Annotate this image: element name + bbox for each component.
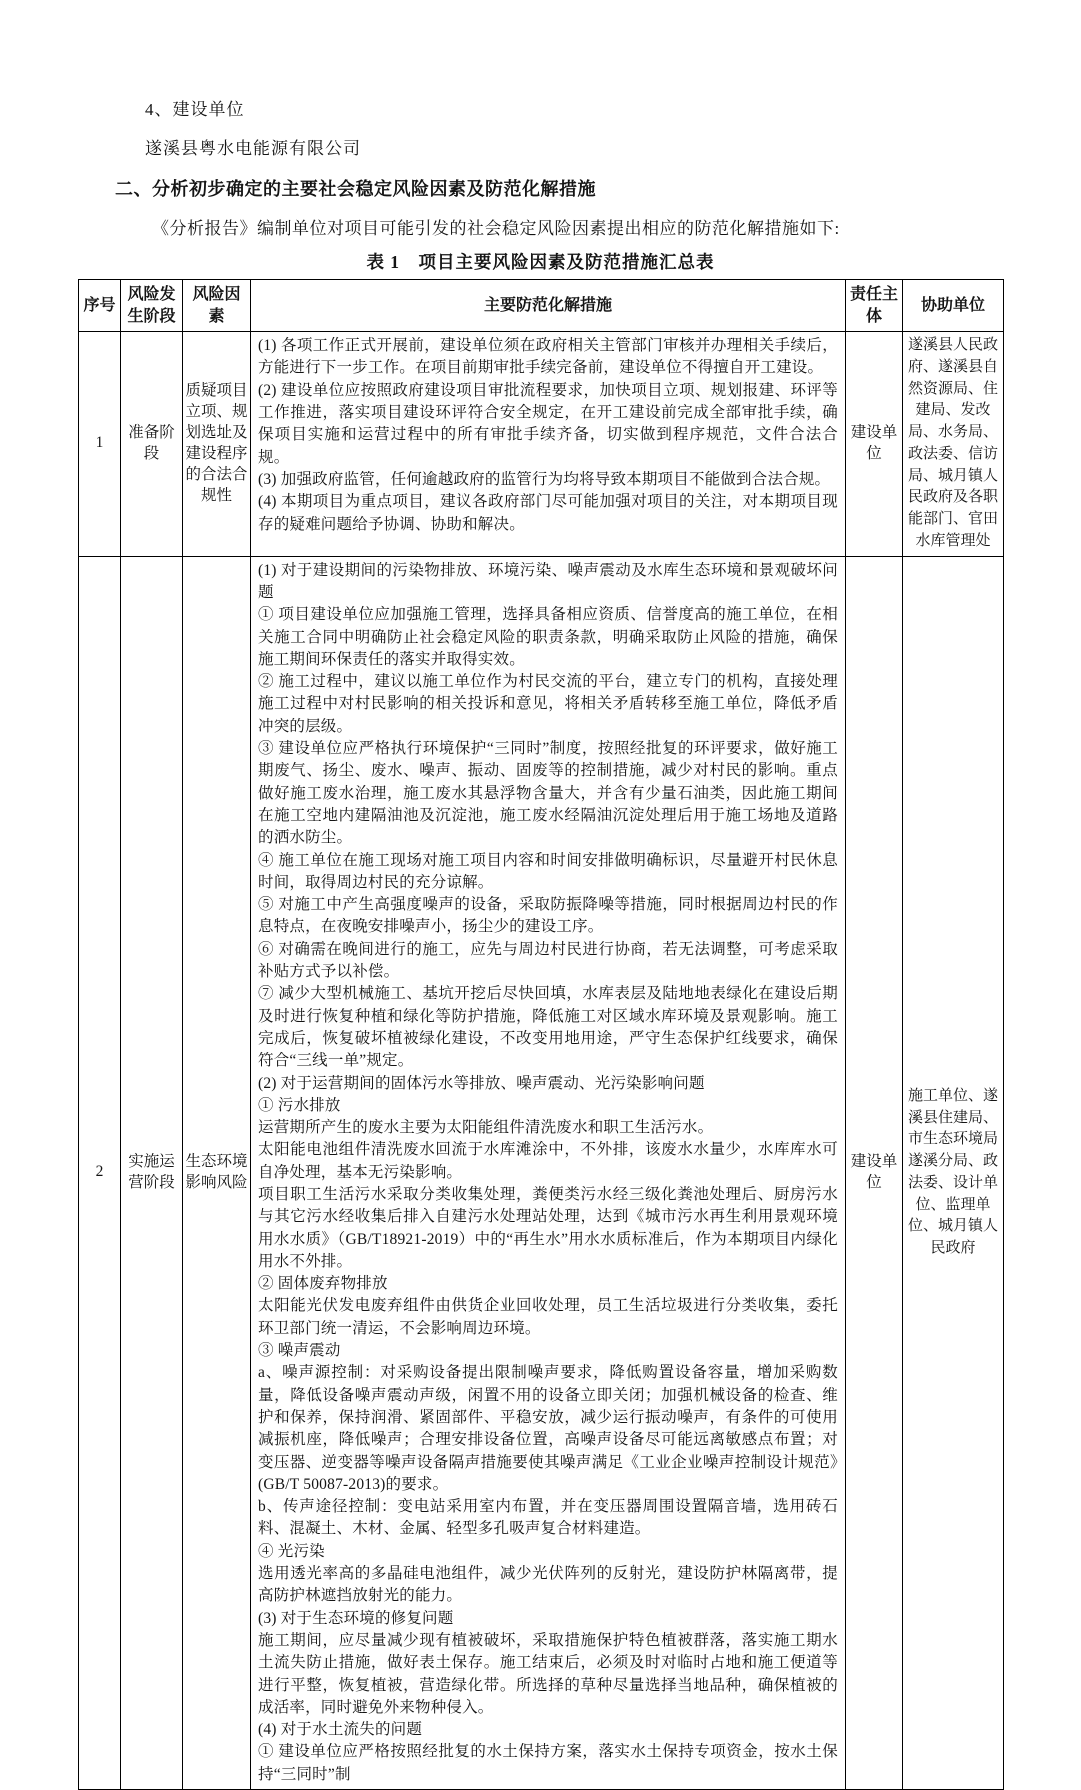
measure-paragraph: a、噪声源控制：对采购设备提出限制噪声要求，降低购置设备容量，增加采购数量，降低设备噪声震动声级，闲置不用的设备立即关闭；加强机械设备的检查、维护和保养，保持润滑、紧固部件、平稳安放，减少运行振动噪声，有条件的可使用减振机座，降低噪声；合理安排设备位置，高噪声设备尽可能远离敏感点布置；对变压器、逆变器等噪声设备隔声措施要使其噪声满足《工业企业噪声控制设计规范》(GB/T 50087-2013)的要求。 [258, 1364, 838, 1493]
measure-paragraph: ③ 噪声震动 [258, 1342, 341, 1360]
row-number-cell: 2 [79, 556, 121, 1789]
measure-paragraph: 太阳能光伏发电废弃组件由供货企业回收处理，员工生活垃圾进行分类收集，委托环卫部门统一清运，不会影响周边环境。 [258, 1297, 838, 1337]
header-assisting-units: 协助单位 [903, 280, 1004, 332]
measure-paragraph: ④ 光污染 [258, 1542, 325, 1560]
row-number-cell: 1 [79, 332, 121, 557]
measure-paragraph: ⑦ 减少大型机械施工、基坑开挖后尽快回填，水库表层及陆地地表绿化在建设后期及时进行恢复种植和绿化等防护措施，降低施工对区域水库环境及景观影响。施工完成后，恢复破坏植被绿化建设，不改变用地用途，严守生态保护红线要求，确保符合“三线一单”规定。 [258, 985, 838, 1070]
measure-paragraph: 运营期所产生的废水主要为太阳能组件清洗废水和职工生活污水。 [258, 1119, 714, 1137]
measure-paragraph: (2) 建设单位应按照政府建设项目审批流程要求，加快项目立项、规划报建、环评等工作推进，落实项目建设环评符合安全规定，在开工建设前完成全部审批手续，确保项目实施和运营过程中的所有审批手续齐备，切实做到程序规范，文件合法合规。 [258, 381, 838, 466]
measure-paragraph: (1) 各项工作正式开展前，建设单位须在政府相关主管部门审核并办理相关手续后，方能进行下一步工作。在项目前期审批手续完备前，建设单位不得擅自开工建设。 [258, 337, 838, 377]
measure-paragraph: b、传声途径控制：变电站采用室内布置，并在变压器周围设置隔音墙，选用砖石料、混凝土、木材、金属、轻型多孔吸声复合材料建造。 [258, 1498, 838, 1538]
measures-cell [251, 556, 846, 1789]
section-2-heading: 二、分析初步确定的主要社会稳定风险因素及防范化解措施 [115, 179, 596, 199]
table-row [79, 332, 1004, 557]
measure-paragraph: ④ 施工单位在施工现场对施工项目内容和时间安排做明确标识，尽量避开村民休息时间，取得周边村民的充分谅解。 [258, 851, 838, 891]
responsible-cell: 建设单位 [846, 556, 903, 1789]
risk-measures-table [78, 279, 1004, 1790]
header-main-measures: 主要防范化解措施 [251, 280, 846, 332]
measure-paragraph: ① 项目建设单位应加强施工管理，选择具备相应资质、信誉度高的施工单位，在相关施工合同中明确防止社会稳定风险的职责条款，明确采取防止风险的措施，确保施工期间环保责任的落实并取得实效。 [258, 606, 838, 668]
intro-paragraph: 《分析报告》编制单位对项目可能引发的社会稳定风险因素提出相应的防范化解措施如下: [152, 219, 840, 238]
table-header-row [79, 280, 1004, 332]
measures-cell [251, 332, 846, 557]
risk-stage-cell: 准备阶段 [121, 332, 183, 557]
company-name: 遂溪县粤水电能源有限公司 [145, 139, 361, 158]
risk-factor-cell: 生态环境影响风险 [183, 556, 251, 1789]
measure-paragraph: ⑥ 对确需在晚间进行的施工，应先与周边村民进行协商，若无法调整，可考虑采取补贴方式予以补偿。 [258, 940, 838, 981]
measure-paragraph: 项目职工生活污水采取分类收集处理，粪便类污水经三级化粪池处理后、厨房污水与其它污水经收集后排入自建污水处理站处理，达到《城市污水再生利用景观环境用水水质》（GB/T18921-2019）中的“再生水”用水水质标准后，作为本期项目内绿化用水不外排。 [258, 1186, 838, 1270]
assisting-units-cell: 施工单位、遂溪县住建局、市生态环境局遂溪分局、政法委、设计单位、监理单位、城月镇人民政府 [903, 556, 1004, 1789]
responsible-cell: 建设单位 [846, 332, 903, 557]
measure-paragraph: ② 施工过程中，建议以施工单位作为村民交流的平台，建立专门的机构，直接处理施工过程中对村民影响的相关投诉和意见，将相关矛盾转移至施工单位，降低矛盾冲突的层级。 [258, 673, 838, 735]
measure-paragraph: ② 固体废弃物排放 [258, 1275, 388, 1293]
measure-paragraph: ① 污水排放 [258, 1096, 341, 1114]
measure-paragraph: (4) 对于水土流失的问题 [258, 1721, 423, 1739]
measure-paragraph: 太阳能电池组件清洗废水回流于水库滩涂中，不外排，该废水水量少，水库库水可自净处理，基本无污染影响。 [258, 1141, 838, 1181]
measure-paragraph: (4) 本期项目为重点项目，建议各政府部门尽可能加强对项目的关注，对本期项目现存的疑难问题给予协调、协助和解决。 [258, 493, 838, 533]
section-4-heading: 4、建设单位 [145, 100, 245, 119]
measure-paragraph: 施工期间，应尽量减少现有植被破坏，采取措施保护特色植被群落，落实施工期水土流失防止措施，做好表土保存。施工结束后，必须及时对临时占地和施工便道等进行平整，恢复植被，营造绿化带。所选择的草种尽量选择当地品种，确保植被的成活率，同时避免外来物种侵入。 [258, 1631, 838, 1716]
measure-paragraph: ③ 建设单位应严格执行环境保护“三同时”制度，按照经批复的环评要求，做好施工期废气、扬尘、废水、噪声、振动、固废等的控制措施，减少对村民的影响。重点做好施工废水治理，施工废水其悬浮物含量大，并含有少量石油类，因此施工期间在施工空地内建隔油池及沉淀池，施工废水经隔油沉淀处理后用于施工场地及道路的洒水防尘。 [258, 740, 838, 847]
measure-paragraph: (1) 对于建设期间的污染物排放、环境污染、噪声震动及水库生态环境和景观破坏问题 [258, 561, 838, 601]
measure-paragraph: (3) 加强政府监管，任何逾越政府的监管行为均将导致本期项目不能做到合法合规。 [258, 470, 831, 488]
assisting-units-cell: 遂溪县人民政府、遂溪县自然资源局、住建局、发改局、水务局、政法委、信访局、城月镇人民政府及各职能部门、官田水库管理处 [903, 332, 1004, 557]
header-serial-number: 序号 [79, 280, 121, 332]
measure-paragraph: (3) 对于生态环境的修复问题 [258, 1609, 454, 1627]
measure-paragraph: 选用透光率高的多晶硅电池组件，减少光伏阵列的反射光，建设防护林隔离带，提高防护林遮挡放射光的能力。 [258, 1565, 838, 1605]
table-title: 表 1 项目主要风险因素及防范措施汇总表 [366, 252, 715, 272]
header-responsible-body: 责任主体 [846, 280, 903, 332]
risk-stage-cell: 实施运营阶段 [121, 556, 183, 1789]
measure-paragraph: ⑤ 对施工中产生高强度噪声的设备，采取防振降噪等措施，同时根据周边村民的作息特点，在夜晚安排噪声小，扬尘少的建设工序。 [258, 896, 838, 936]
measure-paragraph: (2) 对于运营期间的固体污水等排放、噪声震动、光污染影响问题 [258, 1074, 705, 1092]
header-risk-factor: 风险因素 [183, 280, 251, 332]
measure-paragraph: ① 建设单位应严格按照经批复的水土保持方案，落实水土保持专项资金，按水土保持“三同时”制 [258, 1743, 838, 1783]
header-risk-stage: 风险发生阶段 [121, 280, 183, 332]
table-body [79, 332, 1004, 1790]
risk-factor-cell: 质疑项目立项、规划选址及建设程序的合法合规性 [183, 332, 251, 557]
table-row [79, 556, 1004, 1789]
